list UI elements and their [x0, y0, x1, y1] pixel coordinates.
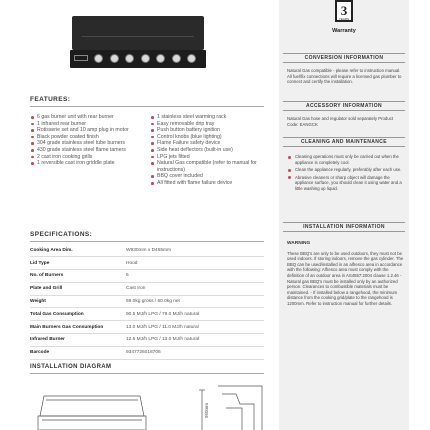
- spec-value: 90.5 MJ/h LPG / 79.0 MJ/h natural: [126, 308, 264, 321]
- brand-badge: [74, 55, 88, 61]
- spec-key: Plate and Grill: [30, 282, 126, 295]
- feature-item: Control knobs (blue lighting): [150, 134, 264, 141]
- feature-item: 430 grade stainless steel flame tamers: [30, 147, 140, 154]
- specifications-heading: SPECIFICATIONS:: [30, 231, 93, 238]
- installation-diagram-heading: INSTALLATION DIAGRAM: [30, 364, 112, 370]
- cleaning-item: Abrasive cleaners or sharp object will damage the appliance surface, you should clean it using water and a little washing up liquid.: [287, 175, 405, 192]
- spec-value: 69.0kg gross / 60.0kg net: [126, 295, 264, 308]
- table-row: [30, 321, 264, 334]
- control-knob-icon: [125, 54, 134, 63]
- feature-item: Side heat deflectors (built-in use): [150, 147, 264, 154]
- feature-item: All fitted with flame failure device: [150, 180, 264, 187]
- spec-key: Lid Type: [30, 257, 126, 270]
- features-heading: FEATURES:: [30, 96, 71, 103]
- spec-key: No. of Burners: [30, 270, 126, 283]
- side-view-profile: [222, 394, 254, 430]
- spec-value: 12.5 MJ/h LPG / 13.0 MJ/h natural: [126, 334, 264, 347]
- specifications-divider: [30, 241, 264, 242]
- installation-info-heading: INSTALLATION INFORMATION: [283, 222, 405, 232]
- spec-value: 6: [126, 270, 264, 283]
- table-row: [30, 295, 264, 308]
- cleaning-list: [287, 154, 405, 194]
- features-list-right: [150, 114, 264, 187]
- feature-item: 1 infrared rear burner: [30, 121, 140, 128]
- spec-value: Hood: [126, 257, 264, 270]
- control-knob-icon: [110, 54, 119, 63]
- installation-divider: [30, 373, 264, 374]
- feature-item: Rotisserie set and 10 amp plug in motor: [30, 127, 140, 134]
- installation-diagram: [30, 376, 270, 430]
- control-knob-icon: [187, 54, 196, 63]
- warning-title: WARNING: [287, 241, 311, 246]
- feature-item: 304 grade stainless steel tube burners: [30, 140, 140, 147]
- accessory-info-text: Natural Gas hose and regulator sold separately Product Code: EANGCK: [287, 116, 394, 127]
- spec-key: Weight: [30, 295, 126, 308]
- spec-key: Main Burners Gas Consumption: [30, 321, 126, 334]
- conversion-info-heading: CONVERSION INFORMATION: [283, 53, 405, 63]
- bbq-outline-hood: [40, 396, 144, 416]
- bbq-hood: [72, 16, 204, 50]
- table-row: [30, 270, 264, 283]
- bbq-product-image: [70, 12, 206, 70]
- spec-key: Barcode: [30, 346, 126, 359]
- warranty-block: [279, 0, 409, 38]
- table-row: [30, 334, 264, 347]
- spec-value: 13.0 MJ/h LPG / 11.0 MJ/h natural: [126, 321, 264, 334]
- feature-item: 1 stainless steel warming rack: [150, 114, 264, 121]
- feature-item: Push button battery ignition: [150, 127, 264, 134]
- installation-info-text: These BBQ's are only to be used outdoors, they must not be used indoors. If storing indoors, remove the gas cylinder. The BBQ can be used/installed in an alfresco area in accordance with the following: Alfresco area must comply with the definition of an outdoor area in AS4557:2004 clause 1.2.46 - Natural gas BBQ's must be installed only by an authorized person. Clearances to combustible materials must be maintained. - If installed below a rangehood, the minimum distance from the cooking grid/plate to the rangehood is 1200mm. Refer to instruction manual for further details.: [287, 250, 404, 306]
- feature-item: Easy removable drip tray: [150, 121, 264, 128]
- spec-value: W930mm x D455mm: [126, 244, 264, 257]
- features-list-left: [30, 114, 140, 167]
- info-sidebar: [279, 0, 409, 430]
- feature-item: 2 cast iron cooking grills: [30, 154, 140, 161]
- side-view-inner: [226, 408, 242, 430]
- spec-key: Infrared Burner: [30, 334, 126, 347]
- spec-value: Cast Iron: [126, 282, 264, 295]
- control-knob-icon: [156, 54, 165, 63]
- spec-key: Cooking Area Dim.: [30, 244, 126, 257]
- feature-item: 6 gas burner unit with rear burner: [30, 114, 140, 121]
- warranty-icon: [335, 0, 353, 22]
- spec-value: 9347726018706: [126, 346, 264, 359]
- warranty-label: Warranty: [332, 28, 356, 34]
- table-row: [30, 282, 264, 295]
- conversion-info-text: Natural Gas compatible - please refer to instruction manual. All fuel/fix connections will require a licensed gas plumber to connect and certify the installation.: [287, 68, 402, 85]
- bbq-outline-body: [38, 416, 146, 430]
- cleaning-item: Clean the appliance regularly, preferably after each use.: [287, 167, 405, 173]
- bbq-control-panel: [70, 50, 206, 68]
- control-knob-icon: [94, 54, 103, 63]
- feature-item: LPG jets fitted: [150, 154, 264, 161]
- feature-item: BBQ cover included: [150, 173, 264, 180]
- spec-key: Total Gas Consumption: [30, 308, 126, 321]
- table-row: [30, 244, 264, 257]
- accessory-info-heading: ACCESSORY INFORMATION: [283, 101, 405, 111]
- cleaning-item: Cleaning operations must only be carried out when the appliance is completely cool.: [287, 154, 405, 165]
- feature-item: 1 reversible cast iron griddle plate: [30, 160, 140, 167]
- warranty-years-number: 3: [340, 3, 348, 18]
- specifications-table: [30, 244, 264, 360]
- control-knob-icon: [141, 54, 150, 63]
- cleaning-heading: CLEANING AND MAINTENANCE: [283, 137, 405, 147]
- table-row: [30, 257, 264, 270]
- feature-item: Black powder coated finish: [30, 134, 140, 141]
- control-knob-icon: [172, 54, 181, 63]
- feature-item: Natural Gas compatible (refer to manual for instructions): [150, 160, 264, 173]
- installation-info-body: [287, 241, 405, 307]
- features-divider: [30, 106, 264, 107]
- table-row: [30, 308, 264, 321]
- table-row: [30, 346, 264, 359]
- feature-item: Flame Failure safety device: [150, 140, 264, 147]
- dimension-label: 950mm: [204, 402, 209, 418]
- warranty-years-label: YEARS: [338, 17, 350, 21]
